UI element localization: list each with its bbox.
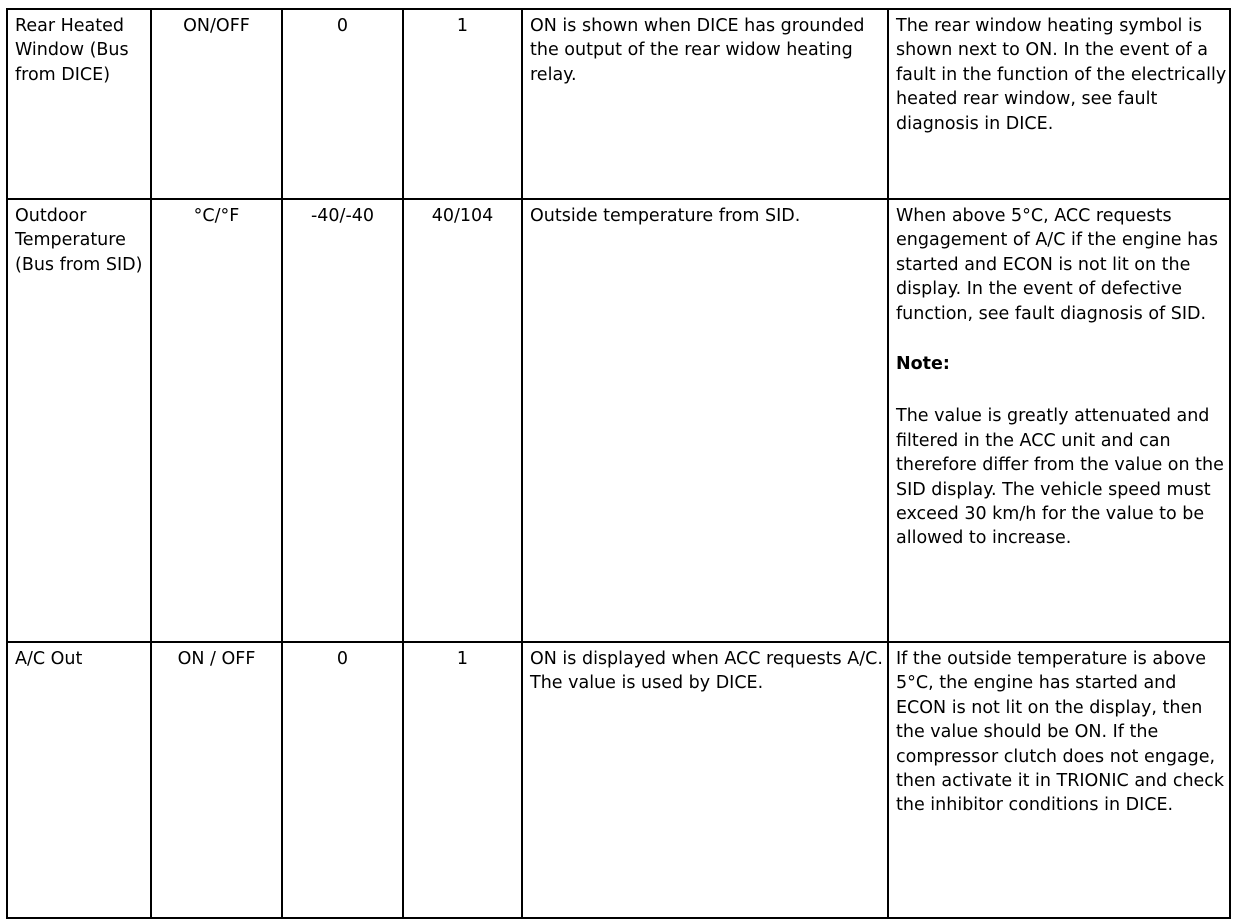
max-value-cell: 40/104 (403, 199, 522, 642)
table-row (7, 9, 1230, 199)
min-value-cell: 0 (282, 9, 403, 199)
description-cell: ON is shown when DICE has grounded the output of the rear widow heating relay. (522, 9, 888, 199)
parameter-cell: Outdoor Temperature (Bus from SID) (7, 199, 151, 642)
unit-cell: ON/OFF (151, 9, 282, 199)
table-row (7, 199, 1230, 642)
remarks-text: When above 5°C, ACC requests engagement of A/C if the engine has started and ECON is not lit on the display. In the event of defective function, see fault diagnosis of SID. (896, 206, 1219, 324)
min-value-cell: 0 (282, 642, 403, 918)
description-cell: ON is displayed when ACC requests A/C. The value is used by DICE. (522, 642, 888, 918)
min-value-cell: -40/-40 (282, 199, 403, 642)
remarks-cell: If the outside temperature is above 5°C, the engine has started and ECON is not lit on the display, then the value should be ON. If the compressor clutch does not engage, then activate it in TRIONIC and check the inhibitor conditions in DICE. (888, 642, 1230, 918)
parameter-table (6, 8, 1231, 919)
max-value-cell: 1 (403, 9, 522, 199)
unit-cell: ON / OFF (151, 642, 282, 918)
description-cell: Outside temperature from SID. (522, 199, 888, 642)
max-value-cell: 1 (403, 642, 522, 918)
remarks-cell (888, 199, 1230, 642)
note-text: The value is greatly attenuated and filtered in the ACC unit and can therefore differ from the value on the SID display. The vehicle speed must exceed 30 km/h for the value to be allowed to increase. (896, 406, 1224, 549)
remarks-cell: The rear window heating symbol is shown next to ON. In the event of a fault in the function of the electrically heated rear window, see fault diagnosis in DICE. (888, 9, 1230, 199)
table-row (7, 642, 1230, 918)
unit-cell: °C/°F (151, 199, 282, 642)
parameter-cell: Rear Heated Window (Bus from DICE) (7, 9, 151, 199)
note-label: Note: (896, 354, 950, 375)
parameter-cell: A/C Out (7, 642, 151, 918)
